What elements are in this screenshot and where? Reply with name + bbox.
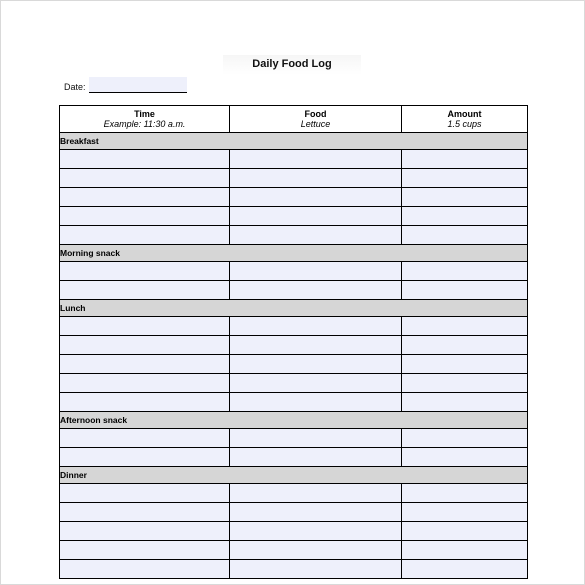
food-field[interactable] [230, 505, 401, 519]
food-field[interactable] [230, 338, 401, 352]
amount-cell [402, 448, 528, 467]
time-cell [60, 317, 230, 336]
column-header-time [60, 106, 230, 133]
time-field[interactable] [60, 357, 229, 371]
food-cell [230, 560, 402, 579]
time-cell [60, 484, 230, 503]
entry-row [60, 484, 528, 503]
time-cell [60, 541, 230, 560]
food-field[interactable] [230, 171, 401, 185]
time-field[interactable] [60, 486, 229, 500]
amount-field[interactable] [402, 209, 527, 223]
time-field[interactable] [60, 562, 229, 576]
amount-field[interactable] [402, 283, 527, 297]
amount-field[interactable] [402, 190, 527, 204]
food-field[interactable] [230, 228, 401, 242]
amount-field[interactable] [402, 450, 527, 464]
time-cell [60, 226, 230, 245]
entry-row [60, 393, 528, 412]
column-label-amount: Amount [447, 109, 482, 119]
time-field[interactable] [60, 228, 229, 242]
food-field[interactable] [230, 209, 401, 223]
food-cell [230, 262, 402, 281]
section-label: Afternoon snack [60, 412, 528, 429]
section-label: Dinner [60, 467, 528, 484]
amount-cell [402, 188, 528, 207]
time-field[interactable] [60, 209, 229, 223]
food-cell [230, 448, 402, 467]
entry-row [60, 262, 528, 281]
time-field[interactable] [60, 395, 229, 409]
amount-cell [402, 560, 528, 579]
food-cell [230, 374, 402, 393]
food-cell [230, 188, 402, 207]
time-field[interactable] [60, 319, 229, 333]
column-header-food [230, 106, 402, 133]
food-cell [230, 429, 402, 448]
amount-cell [402, 355, 528, 374]
time-cell [60, 188, 230, 207]
food-field[interactable] [230, 376, 401, 390]
time-cell [60, 355, 230, 374]
entry-row [60, 560, 528, 579]
entry-row [60, 150, 528, 169]
amount-field[interactable] [402, 376, 527, 390]
amount-field[interactable] [402, 264, 527, 278]
column-example-food: Lettuce [300, 119, 331, 129]
food-field[interactable] [230, 486, 401, 500]
food-cell [230, 355, 402, 374]
entry-row [60, 503, 528, 522]
food-field[interactable] [230, 524, 401, 538]
amount-field[interactable] [402, 357, 527, 371]
time-field[interactable] [60, 505, 229, 519]
amount-cell [402, 503, 528, 522]
entry-row [60, 374, 528, 393]
food-field[interactable] [230, 395, 401, 409]
entry-row [60, 188, 528, 207]
time-field[interactable] [60, 152, 229, 166]
amount-cell [402, 541, 528, 560]
section-label: Breakfast [60, 133, 528, 150]
food-field[interactable] [230, 562, 401, 576]
amount-field[interactable] [402, 486, 527, 500]
date-field[interactable] [89, 77, 187, 93]
time-cell [60, 560, 230, 579]
food-cell [230, 541, 402, 560]
section-row [60, 133, 528, 150]
column-label-food: Food [304, 109, 327, 119]
food-cell [230, 336, 402, 355]
food-field[interactable] [230, 450, 401, 464]
section-row [60, 467, 528, 484]
food-field[interactable] [230, 357, 401, 371]
food-field[interactable] [230, 319, 401, 333]
amount-field[interactable] [402, 171, 527, 185]
entry-row [60, 541, 528, 560]
food-field[interactable] [230, 431, 401, 445]
time-field[interactable] [60, 190, 229, 204]
time-cell [60, 150, 230, 169]
amount-field[interactable] [402, 338, 527, 352]
food-cell [230, 207, 402, 226]
amount-cell [402, 169, 528, 188]
food-cell [230, 281, 402, 300]
amount-cell [402, 393, 528, 412]
amount-field[interactable] [402, 431, 527, 445]
entry-row [60, 448, 528, 467]
time-field[interactable] [60, 376, 229, 390]
food-cell [230, 484, 402, 503]
title-banner [223, 55, 361, 75]
entry-row [60, 336, 528, 355]
amount-cell [402, 522, 528, 541]
entry-row [60, 169, 528, 188]
column-example-amount: 1.5 cups [447, 119, 482, 129]
time-cell [60, 207, 230, 226]
entry-row [60, 281, 528, 300]
amount-field[interactable] [402, 524, 527, 538]
amount-field[interactable] [402, 543, 527, 557]
food-field[interactable] [230, 283, 401, 297]
column-label-time: Time [134, 109, 155, 119]
time-field[interactable] [60, 524, 229, 538]
food-cell [230, 503, 402, 522]
food-log-body [60, 133, 528, 579]
amount-field[interactable] [402, 152, 527, 166]
amount-field[interactable] [402, 562, 527, 576]
time-cell [60, 281, 230, 300]
amount-cell [402, 281, 528, 300]
date-label: Date: [64, 82, 86, 92]
amount-field[interactable] [402, 505, 527, 519]
time-cell [60, 448, 230, 467]
amount-cell [402, 262, 528, 281]
time-cell [60, 393, 230, 412]
food-cell [230, 317, 402, 336]
amount-cell [402, 207, 528, 226]
time-field[interactable] [60, 450, 229, 464]
section-row [60, 245, 528, 262]
time-field[interactable] [60, 543, 229, 557]
section-row [60, 300, 528, 317]
food-cell [230, 393, 402, 412]
time-cell [60, 503, 230, 522]
time-cell [60, 374, 230, 393]
food-cell [230, 169, 402, 188]
amount-cell [402, 226, 528, 245]
time-cell [60, 522, 230, 541]
amount-cell [402, 374, 528, 393]
section-label: Morning snack [60, 245, 528, 262]
entry-row [60, 429, 528, 448]
amount-cell [402, 429, 528, 448]
amount-cell [402, 150, 528, 169]
amount-cell [402, 336, 528, 355]
entry-row [60, 522, 528, 541]
time-field[interactable] [60, 171, 229, 185]
food-cell [230, 150, 402, 169]
section-row [60, 412, 528, 429]
time-cell [60, 429, 230, 448]
time-cell [60, 336, 230, 355]
section-label: Lunch [60, 300, 528, 317]
time-cell [60, 262, 230, 281]
time-field[interactable] [60, 338, 229, 352]
entry-row [60, 355, 528, 374]
time-field[interactable] [60, 264, 229, 278]
page-title: Daily Food Log [252, 58, 332, 70]
food-cell [230, 522, 402, 541]
amount-field[interactable] [402, 228, 527, 242]
header-row [60, 106, 528, 133]
amount-cell [402, 317, 528, 336]
time-field[interactable] [60, 431, 229, 445]
time-field[interactable] [60, 283, 229, 297]
food-field[interactable] [230, 264, 401, 278]
food-field[interactable] [230, 152, 401, 166]
time-cell [60, 169, 230, 188]
food-cell [230, 226, 402, 245]
column-example-time: Example: 11:30 a.m. [103, 119, 186, 129]
entry-row [60, 207, 528, 226]
amount-field[interactable] [402, 319, 527, 333]
entry-row [60, 226, 528, 245]
food-field[interactable] [230, 543, 401, 557]
food-field[interactable] [230, 190, 401, 204]
entry-row [60, 317, 528, 336]
amount-cell [402, 484, 528, 503]
column-header-amount [402, 106, 528, 133]
food-log-table [59, 105, 528, 579]
amount-field[interactable] [402, 395, 527, 409]
